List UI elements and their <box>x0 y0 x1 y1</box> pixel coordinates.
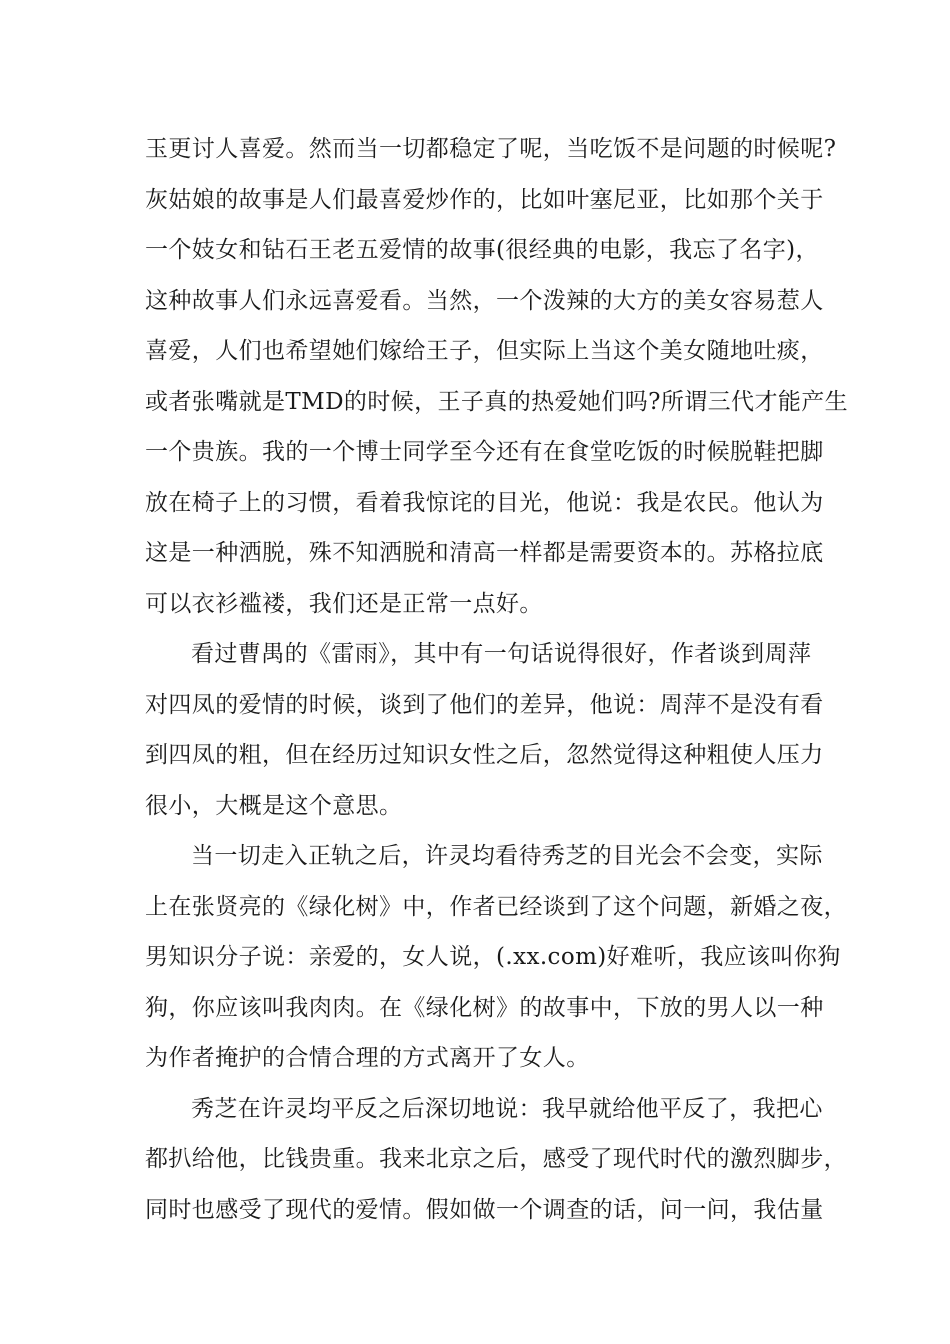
text-line: 同时也感受了现代的爱情。假如做一个调查的话，问一问，我估量 <box>145 1196 824 1223</box>
text-line: 很小，大概是这个意思。 <box>145 792 403 819</box>
paragraph-first-line: 秀芝在许灵均平反之后深切地说：我早就给他平反了，我把心 <box>191 1095 823 1122</box>
text-line: 一个贵族。我的一个博士同学至今还有在食堂吃饭的时候脱鞋把脚 <box>145 439 824 465</box>
document-body <box>145 124 849 1235</box>
text-line: 为作者掩护的合情合理的方式离开了女人。 <box>145 1045 590 1071</box>
text-line: 或者张嘴就是TMD的时候，王子真的热爱她们吗?所谓三代才能产生 <box>145 388 849 415</box>
text-line: 上在张贤亮的《绿化树》中，作者已经谈到了这个问题，新婚之夜， <box>145 893 847 920</box>
text-line: 灰姑娘的故事是人们最喜爱炒作的，比如叶塞尼亚，比如那个关于 <box>145 186 824 213</box>
text-line: 放在椅子上的习惯，看着我惊诧的目光，他说：我是农民。他认为 <box>145 489 824 516</box>
text-line: 这种故事人们永远喜爱看。当然，一个泼辣的大方的美女容易惹人 <box>145 287 824 314</box>
text-line: 这是一种洒脱，殊不知洒脱和清高一样都是需要资本的。苏格拉底 <box>145 540 824 566</box>
text-line: 狗，你应该叫我肉肉。在《绿化树》的故事中，下放的男人以一种 <box>145 994 824 1021</box>
text-line: 到四凤的粗，但在经历过知识女性之后，忽然觉得这种粗使人压力 <box>145 742 824 768</box>
paragraph-first-line: 当一切走入正轨之后，许灵均看待秀芝的目光会不会变，实际 <box>191 843 823 869</box>
text-line: 对四凤的爱情的时候，谈到了他们的差异，他说：周萍不是没有看 <box>145 691 824 718</box>
text-line: 可以衣衫褴褛，我们还是正常一点好。 <box>145 590 543 617</box>
text-line: 男知识分子说：亲爱的，女人说，(.xx.com)好难听，我应该叫你狗 <box>145 944 841 970</box>
text-line: 喜爱，人们也希望她们嫁给王子，但实际上当这个美女随地吐痰， <box>145 338 824 364</box>
text-line: 都扒给他，比钱贵重。我来北京之后，感受了现代时代的激烈脚步， <box>145 1146 847 1172</box>
paragraph-first-line: 看过曹禺的《雷雨》，其中有一句话说得很好，作者谈到周萍 <box>191 641 812 667</box>
text-line: 玉更讨人喜爱。然而当一切都稳定了呢，当吃饭不是问题的时候呢? <box>145 136 837 162</box>
text-line: 一个妓女和钻石王老五爱情的故事(很经典的电影，我忘了名字)， <box>145 237 819 263</box>
